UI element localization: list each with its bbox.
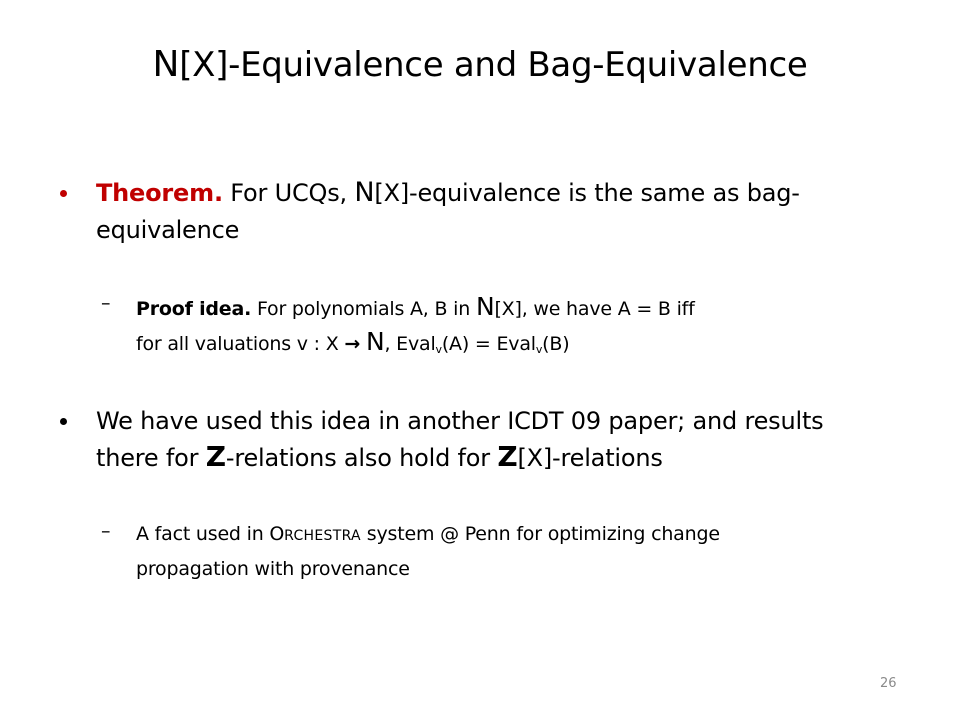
icdt-line2-c: [X]-relations xyxy=(517,444,663,472)
title-n-symbol: N xyxy=(152,44,180,85)
z-symbol: Z xyxy=(205,440,226,473)
theorem-label: Theorem. xyxy=(96,179,223,207)
theorem-n-symbol: N xyxy=(354,177,375,208)
bullet-icdt-line1: We have used this idea in another ICDT 09 paper; and results xyxy=(96,407,824,435)
bullet-dot xyxy=(60,418,67,425)
orchestra-line2: propagation with provenance xyxy=(136,558,410,580)
orchestra-text-b: system @ Penn for optimizing change xyxy=(360,523,720,545)
proof-idea-label: Proof idea. xyxy=(136,298,252,320)
proof-line2-e: (B) xyxy=(542,333,570,355)
eval-subscript-v2: v xyxy=(535,343,543,356)
z-symbol: Z xyxy=(497,440,518,473)
bullet-theorem-line1 xyxy=(96,176,800,210)
orchestra-line1 xyxy=(136,519,720,552)
proof-text-b: [X], we have A = B iff xyxy=(494,298,695,320)
sub-dash: – xyxy=(101,520,111,542)
page-number: 26 xyxy=(880,676,897,691)
bullet-icdt-line2 xyxy=(96,440,663,475)
title-text: [X]-Equivalence and Bag-Equivalence xyxy=(179,45,808,85)
proof-idea-line1 xyxy=(136,291,695,325)
proof-line2-d: (A) = Eval xyxy=(441,333,536,355)
proof-n-symbol: N xyxy=(475,292,495,321)
theorem-text-a: For UCQs, xyxy=(222,179,355,207)
bullet-theorem-line2: equivalence xyxy=(96,216,240,244)
slide-title xyxy=(0,44,960,85)
bullet-dot xyxy=(60,190,67,197)
proof-n2-symbol: N xyxy=(365,327,385,356)
proof-line2-a: for all valuations v : X xyxy=(136,333,345,355)
theorem-text-b: [X]-equivalence is the same as bag- xyxy=(374,179,800,207)
arrow-icon: → xyxy=(344,333,361,355)
proof-idea-line2 xyxy=(136,326,569,360)
proof-text-a: For polynomials A, B in xyxy=(251,298,476,320)
icdt-line2-a: there for xyxy=(96,444,206,472)
orchestra-smallcaps: RCHESTRA xyxy=(284,528,361,544)
proof-line2-c: , Eval xyxy=(384,333,436,355)
sub-dash: – xyxy=(101,292,111,314)
icdt-line2-b: -relations also hold for xyxy=(225,444,498,472)
eval-subscript-v1: v xyxy=(435,343,442,356)
orchestra-text-a: A fact used in O xyxy=(136,523,285,545)
